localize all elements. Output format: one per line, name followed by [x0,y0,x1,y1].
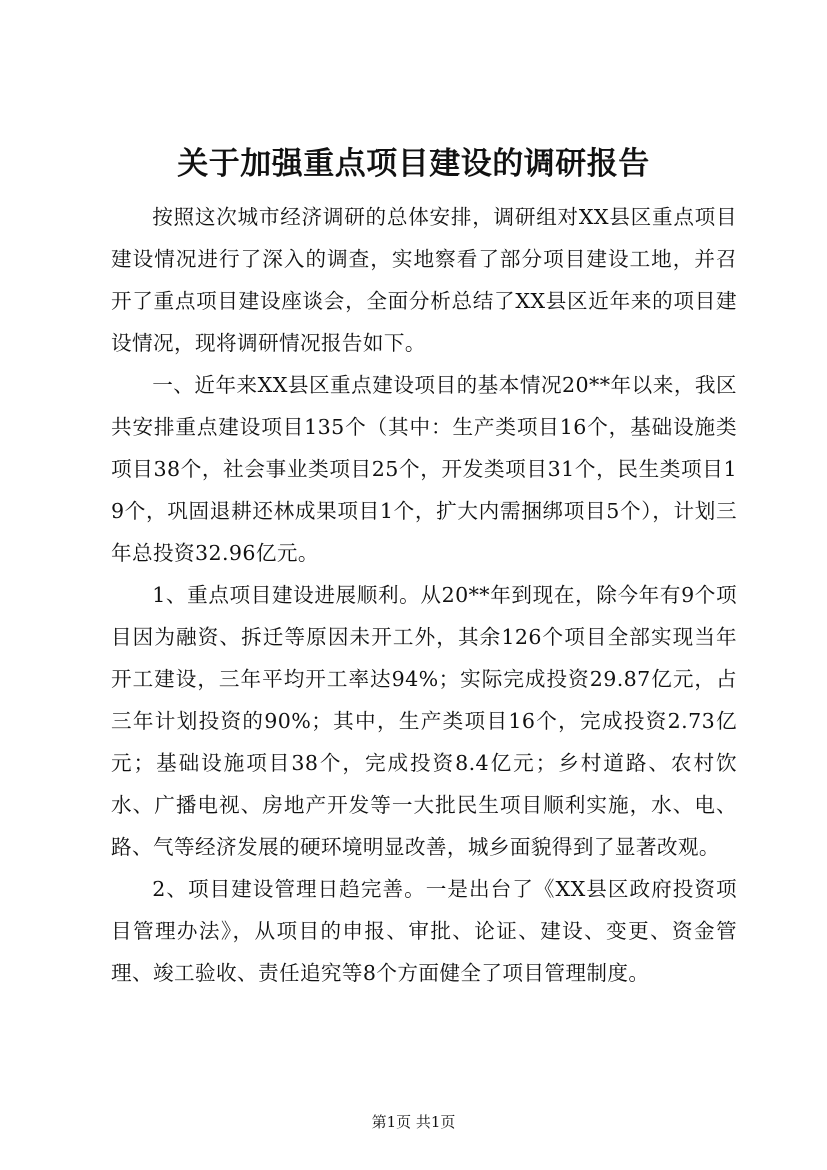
document-title: 关于加强重点项目建设的调研报告 [177,146,650,182]
paragraph-section-1: 一、近年来XX县区重点建设项目的基本情况20**年以来，我区共安排重点建设项目135个（其中：生产类项目16个，基础设施类项目38个，社会事业类项目25个，开发类项目31个，民生类项目19个，巩固退耕还林成果项目1个，扩大内需捆绑项目5个），计划三年总投资32.96亿元。 [111,373,737,565]
paragraph-point-2: 2、项目建设管理日趋完善。一是出台了《XX县区政府投资项目管理办法》，从项目的申报、审批、论证、建设、变更、资金管理、竣工验收、责任追究等8个方面健全了项目管理制度。 [111,877,737,985]
paragraph-intro: 按照这次城市经济调研的总体安排，调研组对XX县区重点项目建设情况进行了深入的调查，实地察看了部分项目建设工地，并召开了重点项目建设座谈会，全面分析总结了XX县区近年来的项目建设情况，现将调研情况报告如下。 [111,205,737,355]
document-body [111,196,737,994]
page-footer: 第1页 共1页 [371,1113,456,1131]
paragraph-point-1: 1、重点项目建设进展顺利。从20**年到现在，除今年有9个项目因为融资、拆迁等原因未开工外，其余126个项目全部实现当年开工建设，三年平均开工率达94%；实际完成投资29.87亿元，占三年计划投资的90%；其中，生产类项目16个，完成投资2.73亿元；基础设施项目38个，完成投资8.4亿元；乡村道路、农村饮水、广播电视、房地产开发等一大批民生项目顺利实施，水、电、路、气等经济发展的硬环境明显改善，城乡面貌得到了显著改观。 [111,583,737,859]
